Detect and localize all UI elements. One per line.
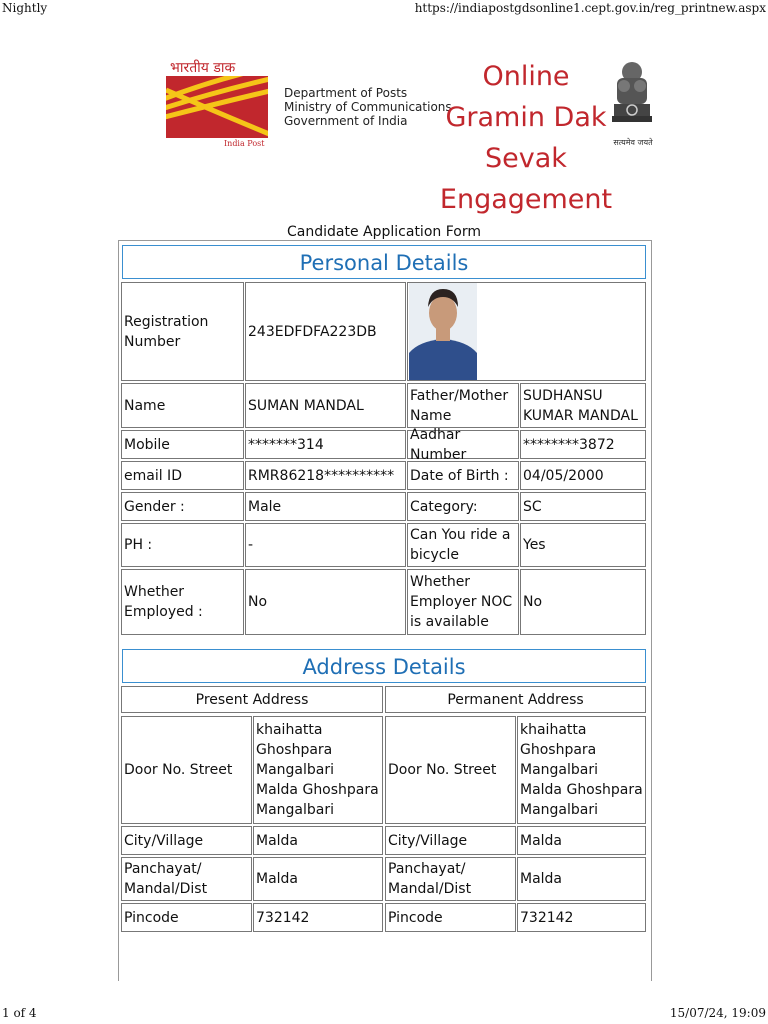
email-label: email ID <box>121 461 244 490</box>
bicycle-value: Yes <box>520 523 646 567</box>
permanent-city-label: City/Village <box>385 826 516 855</box>
present-door-label: Door No. Street <box>121 716 252 824</box>
noc-label: Whether Employer NOC is available <box>407 569 519 635</box>
department-block <box>284 86 452 128</box>
emblem-motto: सत्यमेव जयते <box>613 138 653 147</box>
title-line: Sevak <box>485 143 567 174</box>
noc-value: No <box>520 569 646 635</box>
category-value: SC <box>520 492 646 521</box>
photo-cell <box>407 282 646 381</box>
ph-label: PH : <box>121 523 244 567</box>
page-url: https://indiapostgdsonline1.cept.gov.in/reg_printnew.aspx <box>414 1 766 15</box>
page-indicator: 1 of 4 <box>2 1006 37 1020</box>
present-city-value: Malda <box>253 826 383 855</box>
present-city-label: City/Village <box>121 826 252 855</box>
print-header <box>0 0 768 18</box>
permanent-pincode-label: Pincode <box>385 903 516 932</box>
present-panchayat-label: Panchayat/ Mandal/Dist <box>121 857 252 901</box>
category-label: Category: <box>407 492 519 521</box>
dept-line: Department of Posts <box>284 86 408 100</box>
name-label: Name <box>121 383 244 428</box>
dob-value: 04/05/2000 <box>520 461 646 490</box>
employed-label: Whether Employed : <box>121 569 244 635</box>
print-footer <box>0 1004 768 1024</box>
permanent-address-heading: Permanent Address <box>385 686 646 713</box>
permanent-panchayat-value: Malda <box>517 857 646 901</box>
national-emblem-icon <box>606 58 658 128</box>
print-datetime: 15/07/24, 19:09 <box>669 1006 766 1020</box>
browser-name: Nightly <box>2 1 48 15</box>
india-post-logo <box>166 76 268 138</box>
aadhar-value: ********3872 <box>520 430 646 459</box>
dept-line: Ministry of Communications <box>284 100 452 114</box>
title-line: Online <box>482 61 570 92</box>
present-address-heading: Present Address <box>121 686 383 713</box>
portal-title <box>436 56 616 220</box>
present-pincode-value: 732142 <box>253 903 383 932</box>
parent-name-value: SUDHANSU KUMAR MANDAL <box>520 383 646 428</box>
permanent-city-value: Malda <box>517 826 646 855</box>
registration-label: Registration Number <box>121 282 244 381</box>
gender-label: Gender : <box>121 492 244 521</box>
name-value: SUMAN MANDAL <box>245 383 406 428</box>
employed-value: No <box>245 569 406 635</box>
permanent-pincode-value: 732142 <box>517 903 646 932</box>
personal-details-heading: Personal Details <box>122 245 646 279</box>
email-value: RMR86218********** <box>245 461 406 490</box>
address-details-heading: Address Details <box>122 649 646 683</box>
parent-name-label: Father/Mother Name <box>407 383 519 428</box>
candidate-photo <box>409 283 477 380</box>
present-door-value: khaihatta Ghoshpara Mangalbari Malda Ghoshpara Mangalbari <box>253 716 383 824</box>
present-panchayat-value: Malda <box>253 857 383 901</box>
registration-value: 243EDFDFA223DB <box>245 282 406 381</box>
gender-value: Male <box>245 492 406 521</box>
aadhar-label: Aadhar Number <box>407 430 519 459</box>
permanent-panchayat-label: Panchayat/ Mandal/Dist <box>385 857 516 901</box>
dept-line: Government of India <box>284 114 408 128</box>
india-post-caption: India Post <box>224 139 265 148</box>
india-post-wings-icon <box>166 76 268 138</box>
title-line: Engagement <box>439 184 613 215</box>
ph-value: - <box>245 523 406 567</box>
permanent-door-value: khaihatta Ghoshpara Mangalbari Malda Ghoshpara Mangalbari <box>517 716 646 824</box>
form-title: Candidate Application Form <box>287 224 481 240</box>
permanent-door-label: Door No. Street <box>385 716 516 824</box>
india-post-hindi-logo-text: भारतीय डाक <box>170 60 236 76</box>
mobile-label: Mobile <box>121 430 244 459</box>
mobile-value: *******314 <box>245 430 406 459</box>
dob-label: Date of Birth : <box>407 461 519 490</box>
bicycle-label: Can You ride a bicycle <box>407 523 519 567</box>
title-line: Gramin Dak <box>445 102 607 133</box>
present-pincode-label: Pincode <box>121 903 252 932</box>
